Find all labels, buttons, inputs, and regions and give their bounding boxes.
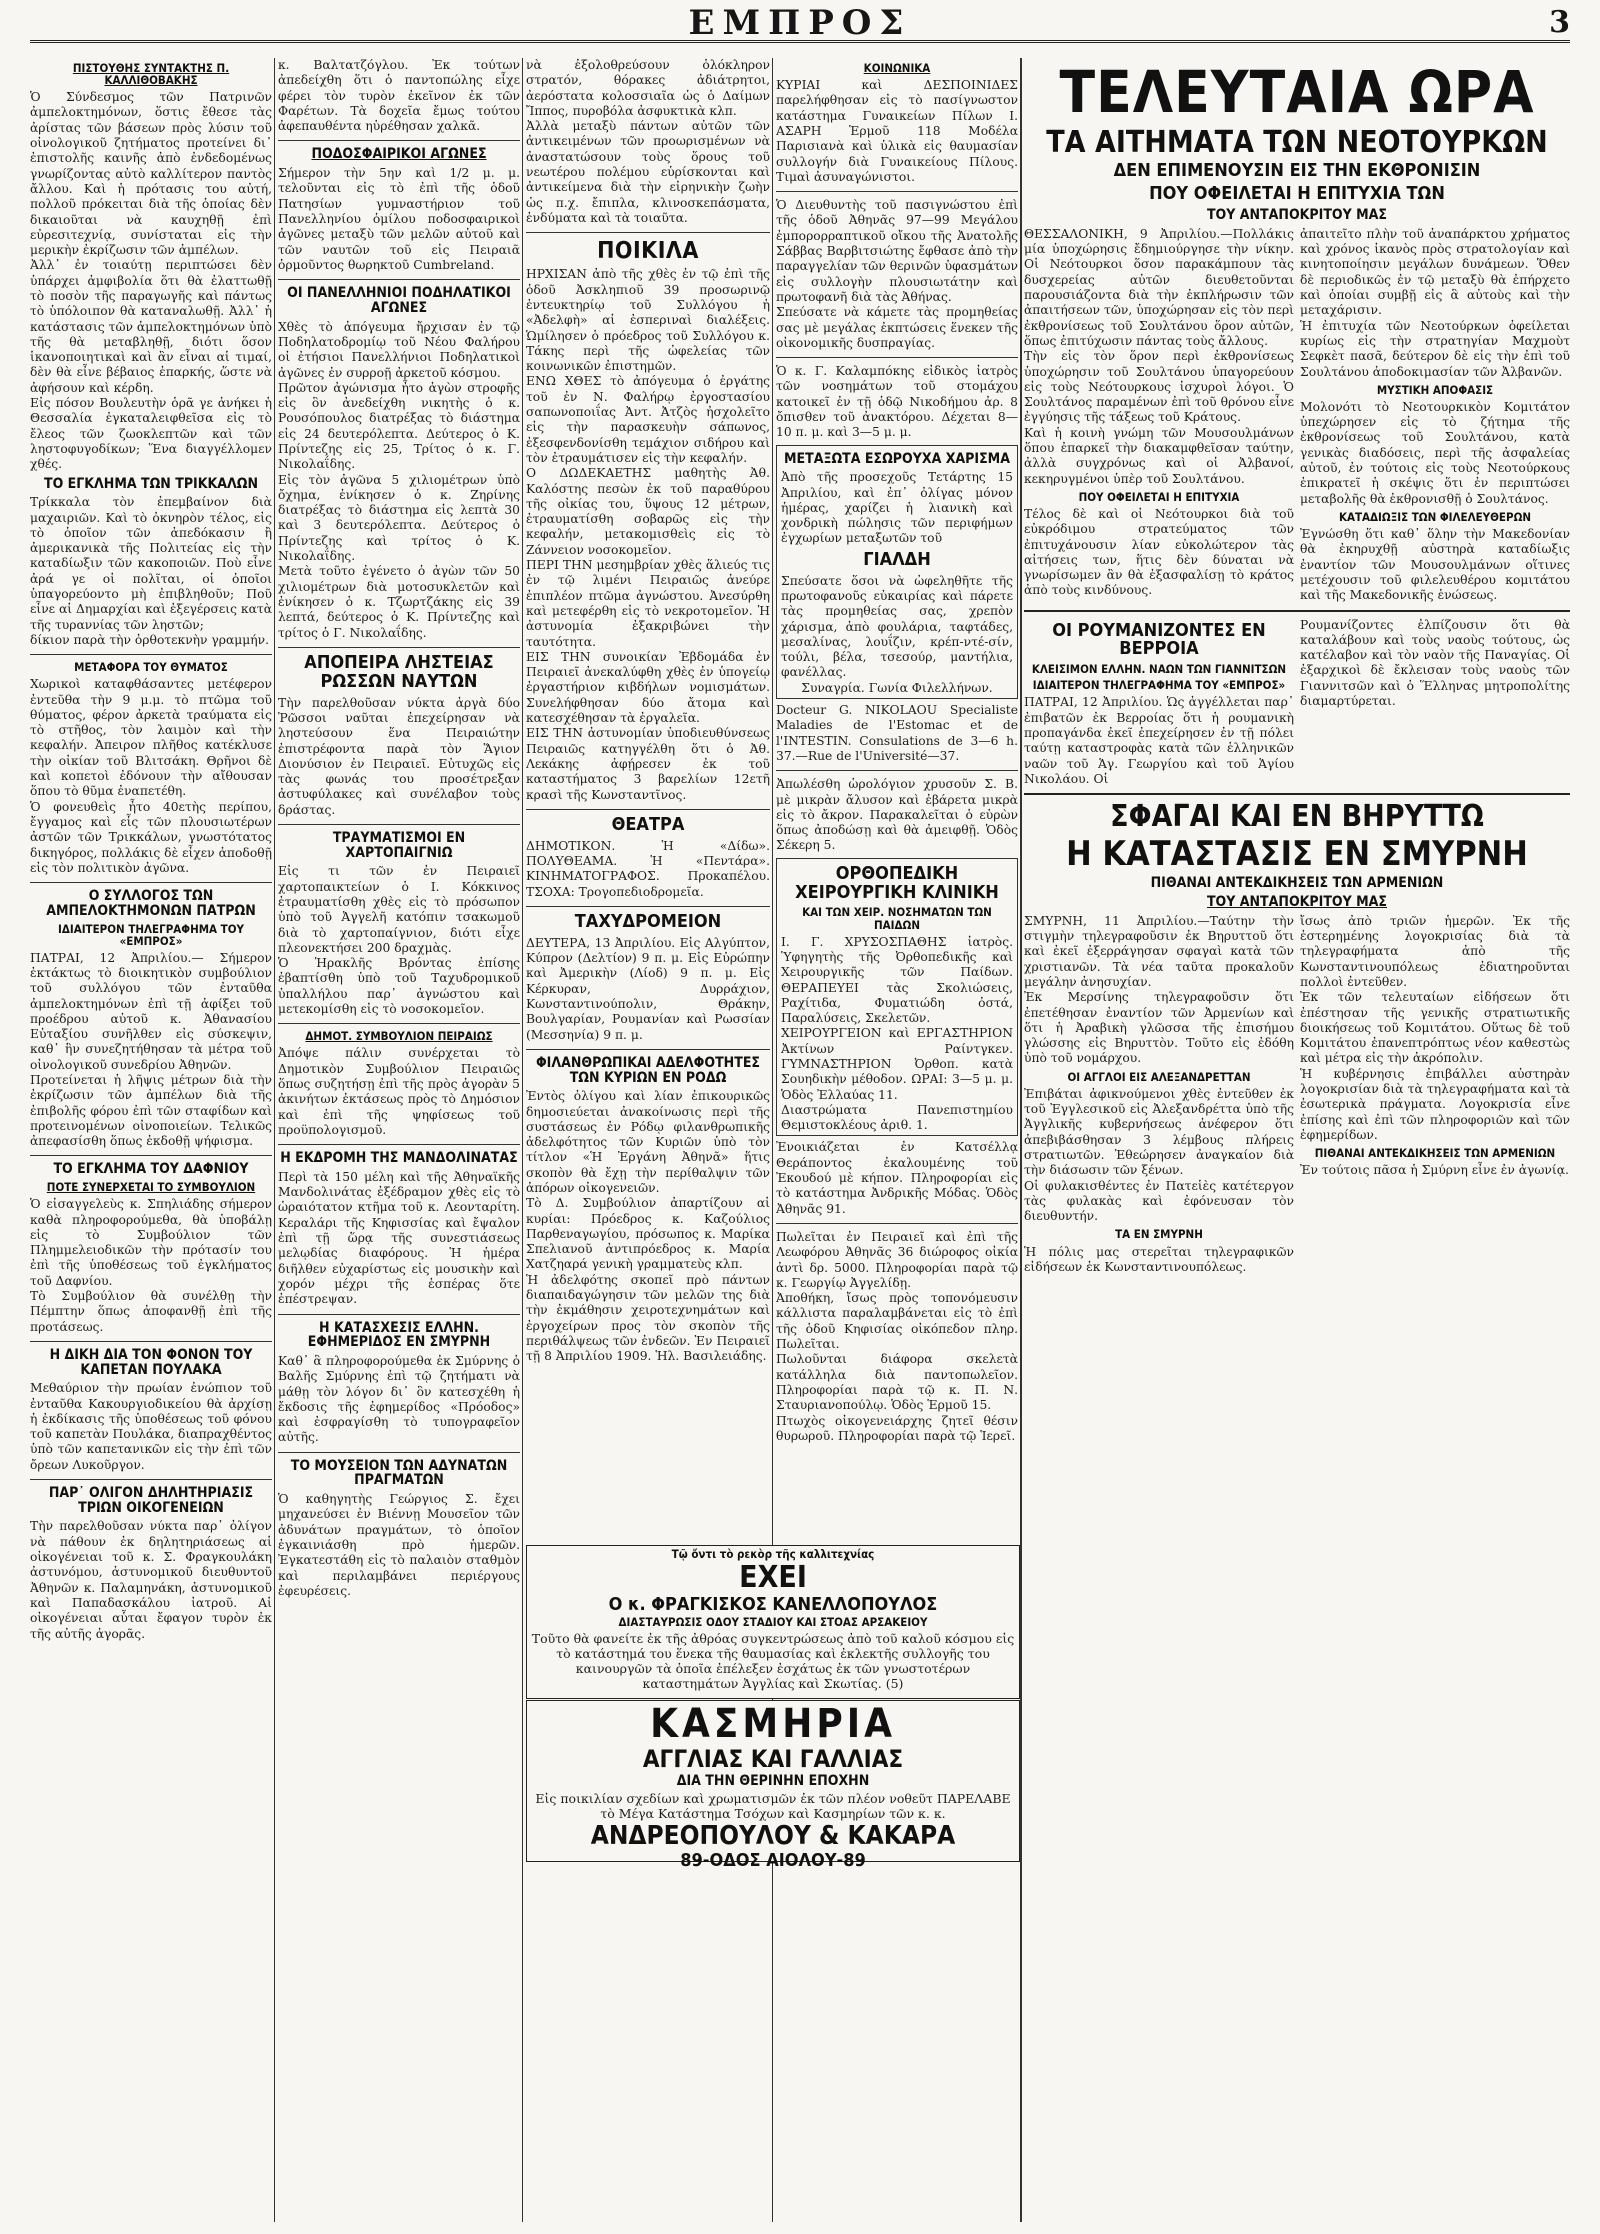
ad-paragraph: ΚΥΡΙΑΙ καὶ ΔΕΣΠΟΙΝΙΔΕΣ παρελήφθησαν εἰς τὸ πασίγνωστον κατάστημα Γυναικείων Πίλων Ι. ΑΣΑΡΗ Ἑρμοῦ 118 Μοδέλα Παρισιανὰ καὶ ὑλικὰ εἰς θαυμασίαν συλλογήν διὰ Γυναικείους Πίλους. Τιμαὶ ἀσυναγώνιστοι. [776, 78, 1018, 184]
article-paragraph: Ὁ Ἡρακλῆς Βρόντας ἐπίσης ἐβαπτίσθη ὑπὸ τοῦ Ταχυδρομικοῦ ὑπαλλήλου παρ᾽ ἀγνώστου καὶ μετεκομίσθη εἰς τὸ νοσοκομεῖον. [278, 956, 520, 1017]
article-paragraph: Ἐν τούτοις πᾶσα ἡ Σμύρνη εἶνε ἐν ἀγωνίᾳ. [1300, 1163, 1569, 1178]
article-paragraph: Μεθαύριον τὴν πρωίαν ἐνώπιον τοῦ ἐνταῦθα Κακουργιοδικείου θὰ ἀρχίσῃ ἡ ἐκδίκασις τῆς ὑποθέσεως τοῦ φόνου τοῦ καπετὰν Πουλάκα, διαπραχθέντος ὑπὸ τῶν καπετανικῶν εἰς τὴν ἐπὶ τῶν ὄρεων Λυκοῦργον. [30, 1381, 272, 1472]
article-paragraph: Ἀπόψε πάλιν συνέρχεται τὸ Δημοτικὸν Συμβούλιον Πειραιῶς ὅπως συζητήσῃ ἐπὶ τῆς πρὸς ἀγορὰν 5 ἀκινήτων ἐκτάσεως πρὸς τὸ Δημόσιον καὶ ἐπὶ τῆς ψηφίσεως τοῦ προϋπολογισμοῦ. [278, 1046, 520, 1137]
divider [278, 824, 520, 825]
article-subheading: ΠΙΘΑΝΑΙ ΑΝΤΕΚΔΙΚΗΣΕΙΣ ΤΩΝ ΑΡΜΕΝΙΩΝ [1314, 1146, 1556, 1161]
ad-paragraph: Ἐνοικιάζεται ἐν Κατσέλλᾳ Θεράποντος ἐκαλουμένης τοῦ Ἐκουδού μὲ κήπον. Πληροφορίαι εἰς τὸ κατάστημα Ἀνδρικῆς Μόδας. Ὁδὸς Ἀθηνᾶς 91. [776, 1140, 1018, 1216]
article-paragraph: Οἱ φυλακισθέντες ἐν Πατεἱὲς κατέτεργον τὰς φυλακὰς καὶ ἐφόνευσαν τὸν διευθυντήν. [1024, 1178, 1294, 1224]
article-paragraph: Ἀλλ᾽ ἐν τοιαύτῃ περιπτώσει δὲν ὑπάρχει ἀμφιβολία ὅτι θὰ ἐλαττωθῇ τὸ ποσὸν τῆς παραγωγῆς καὶ πάντως τὸ ὑπόλοιπον θὰ καταναλωθῇ. Ἀλλ᾽ ἡ κατάστασις τῶν ἀμπελοκτημόνων ὑπὸ τῆς θὰ μεταβληθῇ, διότι ὅσον ἱκανοποιητικαὶ καὶ ἂν εἶναι αἱ τιμαί, δὲν θὰ εἶνε βέβαιος ἐπαρκής, ὥστε νὰ ἀφήσουν καὶ κέρδη. [30, 258, 272, 395]
article-paragraph: Σήμερον τὴν 5ην καὶ 1/2 μ. μ. τελοῦνται εἰς τὸ ἐπὶ τῆς ὁδοῦ Πατησίων γυμναστήριον τοῦ Πανελληνίου ὁμίλου ποδοσφαιρικοὶ ἀγῶνες μεταξὺ τῶν μελῶν αὐτοῦ καὶ τῶν ναυτῶν τοῦ εἰς Πειραιᾶ ὁρμοῦντος θωρηκτοῦ Cumbreland. [278, 166, 520, 272]
article-byline: ΤΟΥ ΑΝΤΑΠΟΚΡΙΤΟΥ ΜΑΣ [1206, 207, 1388, 224]
two-column-block [1024, 618, 1570, 788]
article-paragraph: Τέλος δὲ καὶ οἱ Νεότουρκοι διὰ τοῦ εὐκρόδιμου στρατεύματος τῶν ἐπιτυχάνουσιν λίαν εὐκολώτερον τὰς αἰτήσεις των, ἥτις δὲν δύναται νὰ γνωρίσωμεν ἂν θὰ ἐξασφαλίσῃ τὸ κράτος ἀπὸ τοὺς κινδύνους. [1024, 506, 1294, 598]
ad-paragraph: Ὁ Διευθυντὴς τοῦ πασιγνώστου ἐπὶ τῆς ὁδοῦ Ἀθηνᾶς 97—99 Μεγάλου ἐμπορορραπτικοῦ οἴκου τῆς Ἀνατολῆς Σάββας Βαρβιτσιώτης ἔφθασε ἀπὸ τὴν παραγγελίαν τῶν θερινῶν ὑφασμάτων εἰς συλλογὴν πλουσιωτάτην καὶ πρωτοφανῆ διὰ τὰς Ἀθήνας. [776, 198, 1018, 304]
section-headline: ΘΕΑΤΡΑ [611, 813, 685, 835]
article-subheading: ΜΕΤΑΦΟΡΑ ΤΟΥ ΘΥΜΑΤΟΣ [74, 660, 228, 675]
article-headline: ΦΙΛΑΝΘΡΩΠΙΚΑΙ ΑΔΕΛΦΟΤΗΤΕΣ ΤΩΝ ΚΥΡΙΩΝ ΕΝ ΡΟΔΩ [535, 1054, 761, 1086]
article-paragraph: Τὴν παρελθοῦσαν νύκτα ἀργὰ δύο Ῥῶσσοι ναῦται ἐπεχείρησαν νὰ ληστεύσουν ἕνα Πειραιώτην ἐπιστρέφοντα παρὰ τὸν Ἅγιον Διονύσιον ἐν Πειραιεῖ. Εὐτυχῶς εἰς τὰς φωνάς του προσέτρεξαν ἀστυφύλακες καὶ συνέλαβον τοὺς δράστας. [278, 695, 520, 817]
ad-paragraph: Ἀποθήκη, ἴσως πρὸς τοπονόμευσιν κάλλιστα παραλαμβάνεται εἰς τὸ ἐπὶ τῆς ὁδοῦ Κηφισίας οἰκόπεδον πληρ. Πωλεῖται. [776, 1291, 1018, 1352]
ad-paragraph: Διαστρώματα Πανεπιστημίου Θεμιστοκλέους ἀριθ. 1. [781, 1102, 1013, 1133]
article-headline: ΤΟ ΕΓΚΛΗΜΑ ΤΟΥ ΔΑΦΝΙΟΥ [53, 1161, 249, 1178]
divider [30, 882, 272, 883]
article-banner: ΣΦΑΓΑΙ ΚΑΙ ΕΝ ΒΗΡΥΤΤΩ [1110, 799, 1484, 835]
article-paragraph: Ὁ φονευθεὶς ἦτο 40ετὴς περίπου, ἔγγαμος καὶ εἷς τῶν πλουσιωτέρων ἀστῶν τῶν Τρικκάλων, γνωστότατος δικηγόρος, πολλάκις δὲ εἶχεν ἀποδοθῇ εἰς τὸν πολιτικὸν ἀγῶνα. [30, 799, 272, 875]
article-subheading: ΚΛΕΙΣΙΜΟΝ ΕΛΛΗΝ. ΝΑΩΝ ΤΩΝ ΓΙΑΝΝΙΤΣΩΝ [1031, 662, 1287, 677]
article-paragraph: Προτείνεται ἡ λῆψις μέτρων διὰ τὴν ἐκρίζωσιν τῶν ἀμπέλων διὰ τῆς ἐπιβολῆς φόρου ἐπὶ τῶν σταφίδων καὶ προτεινομένων οἰνοποιείων. Τελικῶς ἀπεφασίσθη ὅπως ἐκδοθῇ ψήφισμα. [30, 1073, 272, 1149]
section-headline: ΠΟΙΚΙΛΑ [597, 238, 699, 265]
column-5 [1024, 58, 1570, 2222]
subcolumn-left [1024, 618, 1294, 788]
article-paragraph: Εἰς πόσον Βουλευτὴν ὁρᾶ γε ἀνήκει ἡ Θεσσαλία ἐγκαταλειφθεῖσα εἰς τὸ ἔλεος τῶν ζωοκλεπτῶν καὶ τῶν ληστοφυγοδίκων; Ἕνα διαγγέλλομεν χθές. [30, 396, 272, 472]
article-paragraph: ΕΝΩ ΧΘΕΣ τὸ ἀπόγευμα ὁ ἐργάτης τοῦ ἐν Ν. Φαλήρῳ ἐργοστασίου σαπωνοποιΐας Ἀντ. Ἀτζὸς ἠσχολεῖτο εἰς τὴν παρασκευὴν σάπωνος, ἐξεσφενδονίσθη τεμάχιον σιδήρου καὶ τὸν ἐτραυμάτισεν εἰς τὴν κεφαλήν. [526, 374, 770, 465]
ad-paragraph: Ἀπωλέσθη ὡρολόγιον χρυσοῦν Σ. Β. μὲ μικρὰν ἄλυσον καὶ ἐβάρετα μικρὰ εἰς τὸ ἄκρον. Παρακαλεῖται ὁ εὑρὼν ὅπως ἀποδώσῃ καὶ θὰ ἀμειφθῇ. Ὁδὸς Σέκερη 5. [776, 777, 1018, 853]
divider [30, 1479, 272, 1480]
column-rule [274, 58, 275, 2222]
article-subheadline: ΠΟΥ ΟΦΕΙΛΕΤΑΙ Η ΕΠΙΤΥΧΙΑ ΤΩΝ [1149, 183, 1445, 205]
article-headline: ΠΟΔΟΣΦΑΙΡΙΚΟΙ ΑΓΩΝΕΣ [311, 146, 487, 163]
subcolumn-left [1024, 227, 1294, 604]
article-subheading: ΠΟΥ ΟΦΕΙΛΕΤΑΙ Η ΕΠΙΤΥΧΙΑ [1078, 489, 1240, 504]
divider [776, 1223, 1018, 1224]
article-paragraph: Ἐγνώσθη ὅτι καθ᾽ ὅλην τὴν Μακεδονίαν θὰ ἐκηρυχθῇ αὐστηρὰ καταδίωξις ἐναντίον τῶν Μουσουλμάνων οἵτινες μετέχουσιν τοῦ φιλελευθέρου κομιτάτου καὶ τῆς Μακεδονικῆς ἑνώσεως. [1300, 527, 1570, 603]
subcolumn-left [1024, 914, 1294, 1275]
column-3 [526, 58, 770, 1534]
column-rule [772, 58, 773, 2222]
article-paragraph: Μετὰ τοῦτο ἐγένετο ὁ ἀγὼν τῶν 50 χιλιομέτρων διὰ μοτοσυκλετῶν καὶ ἐνίκησεν ὁ κ. Τζωρτζάκης εἰς 39 λεπτά, δεύτερος ὁ Κ. Πρίντεζης καὶ τρίτος ὁ Γ. Νικολαΐδης. [278, 564, 520, 640]
article-paragraph: ΕΙΣ ΤΗΝ συνοικίαν Ἐβδομάδα ἐν Πειραιεῖ ἀνεκαλύφθη χθὲς ἐν ὑπογείῳ ἐργαστήριον κιβδήλων νομισμάτων. Συνελήφθησαν δύο ἄτομα καὶ κατεσχέθησαν τὰ ἐργαλεῖα. [526, 649, 770, 726]
ad-headline: ΕΧΕΙ [739, 1560, 807, 1596]
divider [278, 279, 520, 280]
column-rule [522, 58, 523, 2222]
article-subheading: ΙΔΙΑΙΤΕΡΟΝ ΤΗΛΕΓΡΑΦΗΜΑ ΤΟΥ «ΕΜΠΡΟΣ» [1032, 678, 1286, 693]
article-paragraph: Ἡ κυβέρνησις ἐπιβάλλει αὐστηρὰν λογοκρισίαν διὰ τὰ τηλεγραφήματα καὶ τὰ ἐσωτερικὰ πράγματα. Λογοκρισία εἶνε ἐπίσης καὶ ἐπὶ τῶν πληροφοριῶν καὶ τῶν ἐφημερίδων. [1300, 1066, 1570, 1142]
ad-headline: ΓΙΑΛΔΗ [863, 548, 931, 570]
article-subheading: ΠΟΤΕ ΣΥΝΕΡΧΕΤΑΙ ΤΟ ΣΥΜΒΟΥΛΙΟΝ [46, 1180, 256, 1195]
divider [776, 191, 1018, 192]
ad-paragraph: Εἰς ποικιλίαν σχεδίων καὶ χρωματισμῶν ἐκ τῶν πλέον νοθεῦτ ΠΑΡΕΛΑΒΕ τὸ Μέγα Κατάστημα Τσόχων καὶ Κασμηρίων τῶν κ. κ. [535, 1790, 1011, 1821]
ad-paragraph: Τοῦτο θὰ φανείτε ἐκ τῆς ἀθρόας συγκεντρώσεως ἀπὸ τοῦ καλοῦ κόσμου εἰς τὸ κατάστημά του ἕνεκα τῆς θαυμασίας καὶ ἐκλεκτῆς συλλογῆς του καινουργῶν τὰ ὁποῖα ἐπέλεξεν ἐσχάτως ἐκ τῶν γνωστοτέρων καταστημάτων Ἀγγλίας καὶ Σκωτίας. (5) [531, 1630, 1015, 1691]
article-headline: ΑΠΟΠΕΙΡΑ ΛΗΣΤΕΙΑΣ ΡΩΣΣΩΝ ΝΑΥΤΩΝ [304, 651, 494, 692]
divider [526, 906, 770, 907]
article-paragraph: Ἐκ Μερσίνης τηλεγραφοῦσιν ὅτι ἐπετέθησαν ἐναντίον τῶν Ἀρμενίων καὶ ὅτι ἡ Ἀραβικὴ γλῶσσα τῆς ἐπισήμου γλώσσης εἰς Βηρυττὸν. Τοῦτο εἰς ἐδόθη ὑπὸ τοῦ νομάρχου. [1024, 990, 1294, 1066]
article-paragraph: Ἀλλὰ μεταξὺ πάντων αὐτῶν τῶν ἀντικειμένων τῶν προωρισμένων νὰ ἀναστατώσουν τοὺς ὅρους τοῦ νεωτέρου πολέμου εὑρίσκονται καὶ ἀντικείμενα διὰ τὴν εἰρηνικὴν ζωὴν ὡς π.χ. ἔπιπλα, κλινοσκεπάσματα, ἐνδύματα καὶ τὰ τοιαῦτα. [526, 119, 770, 225]
divider [776, 770, 1018, 771]
ad-paragraph: Πτωχὸς οἰκογενειάρχης ζητεῖ θέσιν θυρωροῦ. Πληροφορίαι παρὰ τῷ Ἱερεῖ. [776, 1413, 1018, 1443]
article-subheading: ΟΙ ΑΓΓΛΟΙ ΕΙΣ ΑΛΕΞΑΝΔΡΕΤΤΑΝ [1067, 1069, 1251, 1084]
article-paragraph: Ρουμανίζοντες ἐλπίζουσιν ὅτι θὰ καταλάβουν καὶ τοὺς ναοὺς τούτους, ὡς κατέλαβον καὶ τὸν ναὸν τῆς Παναγίας. Οἱ ἐξαρχικοὶ δὲ ἔκλεισαν τοὺς ναοὺς τῶν Γιαννιτσῶν καὶ ὁ Ἕλληνας μητροπολίτης διαμαρτύρεται. [1300, 617, 1570, 708]
ad-name: Ο κ. ΦΡΑΓΚΙΣΚΟΣ ΚΑΝΕΛΛΟΠΟΥΛΟΣ [608, 1593, 938, 1615]
two-column-block [1024, 227, 1570, 604]
article-headline: ΤΡΑΥΜΑΤΙΣΜΟΙ ΕΝ ΧΑΡΤΟΠΑΙΓΝΙΩ [332, 830, 466, 861]
article-paragraph: Ὁ καθηγητὴς Γεώργιος Σ. ἔχει μηχανεύσει ἐν Βιέννῃ Μουσεῖον τῶν ἀδυνάτων πραγμάτων, τὸ ὁποῖον ἐγκαινιάσθη πρὸ ἡμερῶν. Ἐγκατεστάθη εἰς τὸ παλαιὸν σταθμὸν καὶ περιλαμβάνει περιέργους ἐφευρέσεις. [278, 1492, 520, 1598]
article-paragraph: Ἡ πόλις μας στερεῖται τηλεγραφικῶν εἰδήσεων ἐκ Κωνσταντινουπόλεως. [1024, 1244, 1294, 1274]
divider [278, 647, 520, 648]
article-paragraph: ΕΙΣ ΤΗΝ ἀστυνομίαν ὑποδιευθύνσεως Πειραιῶς κατηγγέλθη ὅτι ὁ Ἀθ. Λεκάκης ἀφῄρεσεν ἐκ τοῦ καταστήματος 3 βαρελίων 12ετῆ κρασὶ τῆς Κωνσταντῖνος. [526, 726, 770, 802]
ad-headline: ΜΕΤΑΞΩΤΑ ΕΣΩΡΟΥΧΑ ΧΑΡΙΣΜΑ [784, 450, 1010, 467]
ad-names: ΑΝΔΡΕΟΠΟΥΛΟΥ & ΚΑΚΑΡΑ [590, 1820, 956, 1851]
article-byline: ΤΟΥ ΑΝΤΑΠΟΚΡΙΤΟΥ ΜΑΣ [1206, 894, 1388, 911]
article-headline: ΤΑ ΑΙΤΗΜΑΤΑ ΤΩΝ ΝΕΟΤΟΥΡΚΩΝ [1046, 124, 1548, 160]
ad-tagline: Τῷ ὄντι τὸ ρεκὸρ τῆς καλλιτεχνίας [671, 1547, 875, 1561]
divider [278, 1144, 520, 1145]
article-headline: Η ΕΚΔΡΟΜΗ ΤΗΣ ΜΑΝΔΟΛΙΝΑΤΑΣ [280, 1150, 518, 1167]
ad-subheadline: ΑΓΓΛΙΑΣ ΚΑΙ ΓΑΛΛΙΑΣ [642, 1745, 904, 1773]
article-subheading: ΙΔΙΑΙΤΕΡΟΝ ΤΗΛΕΓΡΑΦΗΜΑ ΤΟΥ «ΕΜΠΡΟΣ» [58, 921, 244, 948]
section-heading: ΠΙΣΤΟΥΘΗΣ ΣΥΝΤΑΚΤΗΣ Π. ΚΑΛΛΙΘΟΒΑΚΗΣ [72, 61, 230, 88]
ad-paragraph: Πωλεῖται ἐν Πειραιεῖ καὶ ἐπὶ τῆς Λεωφόρου Ἀθηνᾶς 36 διώροφος οἰκία ἀντὶ δρ. 5000. Πληροφορίαι παρὰ τῷ κ. Γεωργίῳ Ἀγγελίδῃ. [776, 1229, 1018, 1290]
article-paragraph: Ἡ ἐπιτυχία τῶν Νεοτούρκων ὀφείλεται κυρίως εἰς τὴν στρατηγίαν Μαχμοὺτ Σεφκὲτ πασᾶ, δεύτερον δὲ εἰς τὴν ἐπὶ τοῦ Σουλτάνου ἀποδοκιμασίαν τῶν Ἀλβανῶν. [1300, 318, 1570, 379]
subcolumn-right [1300, 914, 1570, 1275]
ad-paragraph: Docteur G. NIKOLAOU Specialiste Maladies de l'Estomac et de l'INTESTIN. Consulations de 3—6 h. 37.—Rue de l'Université—37. [776, 703, 1018, 763]
divider [526, 232, 770, 233]
article-paragraph: Περὶ τὰ 150 μέλη καὶ τῆς Ἀθηναϊκῆς Μανδολινάτας ἐξέδραμον χθὲς εἰς τὸ ὡραιότατον κτῆμα τοῦ κ. Λεονταρίτη. Κεραλάρι τῆς Κηφισσίας καὶ ἔψαλον ἐπὶ τῇ ὥρᾳ τῆς συνεστιάσεως μελῳδίας διαφόρους. Ἡ ἡμέρα διῆλθεν εὐχαρίστως εἰς μουσικὴν καὶ χορόν μέχρι τῆς ἑσπέρας ὅτε ἐπέστρεψαν. [278, 1169, 520, 1307]
article-paragraph: ΠΑΤΡΑΙ, 12 Ἀπριλίου. Ὡς ἀγγέλλεται παρ᾽ ἐπιβατῶν ἐκ Βερροίας ὅτι ἡ ρουμανικὴ προπαγάνδα ἐκεῖ ἐπεχείρησεν ἐν τῇ πόλει ταύτῃ καταστροφὰς κατὰ τῶν ἑλληνικῶν ναῶν τοῦ Ἁγ. Γεωργίου καὶ τοῦ Ἁγίου Νικολάου. Οἱ [1024, 695, 1294, 786]
subcolumn-right [1300, 618, 1570, 788]
article-paragraph: Πρῶτον ἀγώνισμα ἦτο ἀγὼν στροφῆς εἰς ὃν ἀνεδείχθη νικητὴς ὁ κ. Ρουσόπουλος διατρέξας τὸ διάστημα εἰς 24 δευτερόλεπτα. Δεύτερος ὁ Κ. Πρίντεζης εἰς 25, Τρίτος ὁ κ. Γ. Νικολαΐδης. [278, 380, 520, 472]
divider [30, 654, 272, 655]
section-heading: ΚΟΙΝΩΝΙΚΑ [863, 61, 931, 75]
divider [278, 1314, 520, 1315]
two-column-block [1024, 914, 1570, 1275]
article-headline: ΤΟ ΜΟΥΣΕΙΟΝ ΤΩΝ ΑΔΥΝΑΤΩΝ ΠΡΑΓΜΑΤΩΝ [290, 1457, 508, 1489]
clinic-ad-box [776, 858, 1018, 1137]
article-paragraph: Τὸ Δ. Συμβούλιον ἀπαρτίζουν αἱ κυρίαι: Πρόεδρος κ. Καζούλιος Παρθεναγωγίου, πρόσωπος κ. Μαρίκα Σπελιανοῦ ἀντιπρόεδρος κ. Μαρία Χατζηαρά γενικὴ γραμματεὺς κλπ. [526, 1196, 770, 1272]
column-2 [278, 58, 520, 2222]
article-paragraph: ΔΕΥΤΕΡΑ, 13 Ἀπριλίου. Εἰς Αλγύπτον, Κύπρον (Δελτίον) 9 π. μ. Εἰς Εὐρώπην καὶ Ἀμερικὴν (Λίοδ) 9 π. μ. Εἰς Κέρκυραν, Δυρράχιον, Κωνσταντινούπολιν, Θράκην, Βουλγαρίαν, Ρουμανίαν καὶ Ρωσσίαν (Μεσσηνία) 9 π. μ. [526, 935, 770, 1042]
article-paragraph: νὰ ἐξολοθρεύσουν ὁλόκληρον στρατόν, θόρακες ἀδιάτρητοι, ἀερόστατα κολοσσιαῖα ὡς ὁ Δαίμων Ἴππος, πυροβόλα ἀσφυκτικὰ κλπ. [526, 58, 770, 118]
article-paragraph: Ἐπιβάται ἀφικνούμενοι χθὲς ἐντεῦθεν ἐκ τοῦ Ἐγγλεσικοῦ εἰς Ἀλεξανδρέττα ὑπὸ τῆς Ἀγγλικῆς κυβερνήσεως ἀνέφερον ὅτι ἀπεβιβάσθησαν 3 λέμβους πλήρεις στρατιωτῶν. Ἐθεώρησεν ἀναγκαίον διὰ τὴν διάσωσιν τῶν ξένων. [1024, 1086, 1294, 1178]
article-headline: ΤΟ ΕΓΚΛΗΜΑ ΤΩΝ ΤΡΙΚΚΑΛΩΝ [43, 475, 259, 492]
ad-address: ΔΙΑΣΤΑΥΡΩΣΙΣ ΟΔΟΥ ΣΤΑΔΙΟΥ ΚΑΙ ΣΤΟΑΣ ΑΡΣΑΚΕΙΟΥ [618, 1615, 928, 1630]
article-subheadline: ΔΕΝ ΕΠΙΜΕΝΟΥΣΙΝ ΕΙΣ ΤΗΝ ΕΚΘΡΟΝΙΣΙΝ [1113, 160, 1481, 182]
ad-headline: ΚΑΣΜΗΡΙΑ [650, 1701, 896, 1747]
article-headline: ΟΙ ΠΑΝΕΛΛΗΝΙΟΙ ΠΟΔΗΛΑΤΙΚΟΙ ΑΓΩΝΕΣ [287, 285, 511, 316]
section-headline: ΤΑΧΥΔΡΟΜΕΙΟΝ [574, 910, 722, 932]
silk-ad-box [776, 445, 1018, 699]
divider [526, 1049, 770, 1050]
page-number: 3 [1549, 5, 1570, 40]
ad-paragraph: ΧΕΙΡΟΥΡΓΕΙΟΝ καὶ ΕΡΓΑΣΤΗΡΙΟΝ Ἀκτίνων Ραίντγκεν. ΓΥΜΝΑΣΤΗΡΙΟΝ Ὀρθοπ. κατὰ Σουηδικὴν μέθοδον. ΩΡΑΙ: 3—5 μ. μ. Ὁδὸς Ἐλλαύας 11. [781, 1026, 1013, 1102]
cashmere-advertisement [526, 1700, 1020, 1872]
divider [776, 357, 1018, 358]
divider [278, 1023, 520, 1024]
divider [278, 1452, 520, 1453]
divider [30, 1341, 272, 1342]
article-paragraph: Εἰς τὸν ἀγῶνα 5 χιλιομέτρων ὑπὸ ὄχημα, ἐνίκησεν ὁ κ. Ζηρίνης διατρέξας τὸ διάστημα εἰς λεπτὰ 30 καὶ 3 δευτερόλεπτα. Δεύτερος ὁ Πρίντεζης καὶ τρίτος ὁ Κ. Νικολαΐδης. [278, 472, 520, 564]
divider [278, 140, 520, 141]
ad-subheading: ΚΑΙ ΤΩΝ ΧΕΙΡ. ΝΟΣΗΜΑΤΩΝ ΤΩΝ ΠΑΙΔΩΝ [802, 905, 992, 932]
article-paragraph: ἴσως ἀπὸ τριῶν ἡμερῶν. Ἐκ τῆς ἐστερημένης λογοκρισίας διὰ τὰ τηλεγραφήματα ἀπὸ τῆς Κωνσταντινουπόλεως ἐδιατηροῦνται πολλοὶ ἐντεῦθεν. [1300, 913, 1570, 989]
ad-headline: ΟΡΘΟΠΕΔΙΚΗ ΧΕΙΡΟΥΡΓΙΚΗ ΚΛΙΝΙΚΗ [795, 862, 999, 903]
divider [30, 1155, 272, 1156]
article-subheadline: ΠΙΘΑΝΑΙ ΑΝΤΕΚΔΙΚΗΣΕΙΣ ΤΩΝ ΑΡΜΕΝΙΩΝ [1150, 875, 1444, 892]
column-rule [1020, 58, 1022, 2222]
article-paragraph: Χωρικοὶ καταφθάσαντες μετέφερον ἐντεῦθα τὴν 9 μ.μ. τὸ πτῶμα τοῦ θύματος, φέρον ἀρκετὰ τραύματα εἰς τὸ στῆθος, τὸν λαιμὸν καὶ τὴν κεφαλήν. Ἀπειρον πλῆθος κατέκλυσε τὴν οἰκίαν τοῦ Βλιτσάκη. Θρῆνοι δὲ καὶ κοπετοὶ ἐδόνουν τὴν αἴθουσαν ὅπου τὸ θῦμα ἐναπετέθη. [30, 677, 272, 799]
ad-paragraph: Ὁ κ. Γ. Καλαμπόκης εἰδικὸς ἰατρὸς τῶν νοσημάτων τοῦ στομάχου κατοικεῖ ἐν τῇ ὁδῷ Νικοδήμου ἀρ. 8 ὄπισθεν τοῦ ἀνακτόρου. Δέχεται 8—10 π. μ. καὶ 3—5 μ. μ. [776, 364, 1018, 440]
article-paragraph: ΗΡΧΙΣΑΝ ἀπὸ τῆς χθὲς ἐν τῷ ἐπὶ τῆς ὁδοῦ Ἀσκληπιοῦ 39 προσωρινῷ ἐντευκτηρίῳ τοῦ Συλλόγου ἡ «Ἀδελφὴ» αἱ ἐσπεριναὶ διαλέξεις. Ὡμίλησεν ὁ πρόεδρος τοῦ Συλλόγου κ. Τάκης περὶ τῆς ὠφελείας τῶν κοινωνικῶν ἐπιστημῶν. [526, 267, 770, 374]
article-paragraph: ΘΕΣΣΑΛΟΝΙΚΗ, 9 Ἀπριλίου.—Πολλάκις μία ὑποχώρησις ἔδημιούργησε τὴν νίκην. Οἱ Νεότουρκοι ὅσον παρακάμπουν τὰς δυσχερείας αὐτῶν διευθετοῦνται παρουσιάζοντα διὰ τὴν ἐκπλήρωσιν τῶν ἀπαιτήσεων τῶν, ὑποχώρησαν εἰς τὸν περὶ ἐκθρονίσεως τοῦ Σουλτάνου ὅρον αὐτῶν, ὅπως ἐπιτύχωσιν πάντας τοὺς ἄλλους. [1024, 226, 1294, 348]
article-paragraph: Ὁ Σύνδεσμος τῶν Πατρινῶν ἀμπελοκτημόνων, ὅστις ἔθεσε τὰς ἀρίστας τῶν βάσεων πρὸς λύσιν τοῦ οἰνολογικοῦ ζητήματος προτείνει δι᾽ ἐπιστολῆς καινῆς ἀπὸ ἐνδεδομένως γνωρίζοντας αὐτὸ καλλίτερον παντὸς ἄλλου. Καὶ ἡ πρότασις του αὐτή, πολλοῦ πρόκειται διὰ τῆς ὁποίας δὲν δικαιοῦται νὰ καυχηθῇ ἐπὶ εὐρεσιτεχνίᾳ, συνίσταται εἰς τὴν μερικὴν ἐκρίζωσιν τῶν ἀμπέλων. [30, 90, 272, 258]
column-4 [776, 58, 1018, 1534]
article-subheading: ΤΑ ΕΝ ΣΜΥΡΝΗ [1115, 1227, 1203, 1242]
article-paragraph: ΠΑΤΡΑΙ, 12 Ἀπριλίου.— Σήμερον ἐκτάκτως τὸ διοικητικὸν συμβούλιον τοῦ συλλόγου τῶν ἐνταῦθα ἀμπελοκτημόνων ἐπὶ τῇ ἀφίξει τοῦ προέδρου αὐτοῦ κ. Ἀθανασίου Εὐταξίου συνῆλθεν εἰς σύσκεψιν, καθ᾽ ἣν συνεζητήθησαν τὰ μέτρα τοῦ οἰνολογικοῦ συνεδρίου Ἀθηνῶν. [30, 950, 272, 1072]
article-headline: Ο ΣΥΛΛΟΓΟΣ ΤΩΝ ΑΜΠΕΛΟΚΤΗΜΟΝΩΝ ΠΑΤΡΩΝ [46, 888, 256, 919]
article-paragraph: ΠΕΡΙ ΤΗΝ μεσημβρίαν χθὲς ἅλιεύς τις ἐν τῷ λιμένι Πειραιῶς ἀνεύρε ἐπιπλέον πτῶμα ἀγνώστου. Ἀνεσύρθη καὶ μετεφέρθη εἰς τὸ νεκροτομεῖον. Ἡ ἀστυνομία ἐξακριβώνει τὴν ταυτότητα. [526, 558, 770, 649]
article-headline: ΟΙ ΡΟΥΜΑΝΙΖΟΝΤΕΣ ΕΝ ΒΕΡΡΟΙΑ [1052, 619, 1266, 660]
article-paragraph: Τὴν εἰς τὸν ὅρον περὶ ἐκθρονίσεως ὑποχώρησιν τοῦ Σουλτάνου ὑπαγορεύουν εἰς τοὺς Νεότουρκους ἰσχυροὶ λόγοι. Ὁ Σουλτάνος παραμένων ἐπὶ τοῦ θρόνου εἶνε ἐγγύησις τῆς τάξεως τοῦ Κράτους. [1024, 349, 1294, 425]
article-paragraph: Χθὲς τὸ ἀπόγευμα ἤρχισαν ἐν τῷ Ποδηλατοδρομίῳ τοῦ Νέου Φαλήρου οἱ ἐτήσιοι Πανελλήνιοι Ποδηλατικοὶ ἀγῶνες ἐν συρροῇ ἀρκετοῦ κόσμου. [278, 319, 520, 380]
article-headline: Η ΚΑΤΑΣΧΕΣΙΣ ΕΛΛΗΝ. ΕΦΗΜΕΡΙΔΟΣ ΕΝ ΣΜΥΡΝΗ [307, 1319, 491, 1351]
article-subheading: ΚΑΤΑΔΙΩΞΙΣ ΤΩΝ ΦΙΛΕΛΕΥΘΕΡΩΝ [1338, 509, 1532, 524]
article-paragraph: Ἡ ἀδελφότης σκοπεῖ πρὸ πάντων διαπαιδαγώγησιν τῶν μελῶν της διὰ τὴν ἐκμάθησιν χειροτεχνημάτων καὶ ἐργοχείρων προς τὸν σκοπὸν τῆς περιθάλψεως τῶν ἐνδεῶν. Ἐν Πειραιεῖ τῇ 8 Ἀπριλίου 1909. Ἡλ. Βασιλειάδης. [526, 1272, 770, 1364]
tailor-advertisement [526, 1545, 1020, 1699]
article-paragraph: Ο ΔΩΔΕΚΑΕΤΗΣ μαθητὴς Ἀθ. Καλόστης πεσὼν ἐκ τοῦ παραθύρου τῆς οἰκίας του, ὕψους 12 μέτρων, ἐτραυματίσθη σοβαρῶς εἰς τὴν κεφαλήν, μετακομισθεὶς εἰς τὸ Ζάννειον νοσοκομεῖον. [526, 466, 770, 557]
article-paragraph: ΔΗΜΟΤΙΚΟΝ. Ἡ «Δίδω». ΠΟΛΥΘΕΑΜΑ. Ἡ «Πεντάρα». ΚΙΝΗΜΑΤΟΓΡΑΦΟΣ. Προκαπέλου. ΤΣΟΧΑ: Τρογοπεδιοδρομεῖα. [526, 838, 770, 899]
article-paragraph: Τρίκκαλα τὸν ἐπεμβαίνον διὰ μαχαιριῶν. Καὶ τὸ ὀκνηρὸν τέλος, εἰς τὸ ὁποῖον τῶν ἀπεδόκασιν ἢ ἀμερικανικὰ τῆς Πολιτείας εἰς τὴν καταδίωξιν τῶν κακοποιῶν. Ποὺ εἶνε ἀρά γε οἱ πολῖται, οἱ ὁποῖοι ὑπαγορεύοντο μὴ ἐπιβληθοῦν; Ποῦ εἶνε αἱ Δημαρχίαι καὶ ἐξεγέρσεις κατὰ τῆς τυραννίας τῶν ληστῶν; [30, 495, 272, 632]
ad-paragraph: Σπεύσατε νὰ κάμετε τὰς προμηθείας σας μὲ μεγάλας ἐκπτώσεις ἕνεκεν τῆς οἰκονομικῆς δυσπραγίας. [776, 305, 1018, 350]
divider [1024, 610, 1570, 612]
newspaper-title: ΕΜΠΡΟΣ [688, 3, 912, 43]
article-paragraph: Μολονότι τὸ Νεοτουρκικὸν Κομιτάτον ὑπεχώρησεν εἰς τὸ ζήτημα τῆς ἐκθρονίσεως τοῦ Σουλτάνου, κατὰ γενικὰς διαδόσεις, περὶ τῆς ἀσφαλείας αὐτοῦ, ἐν τούτοις εἰς τοὺς Νεοτούρκους ἐπικρατεῖ ἡ σκέψις ὅτι ἐν περιπτώσει μεταβολῆς θὰ ἐκθρονισθῇ ὁ Σουλτάνος. [1300, 399, 1570, 506]
last-hour-banner: ΤΕΛΕΥΤΑΙΑ ΩΡΑ [1059, 58, 1535, 126]
article-paragraph: ΣΜΥΡΝΗ, 11 Ἀπριλίου.—Ταύτην τὴν στιγμὴν τηλεγραφοῦσιν ἐκ Βηρυττοῦ ὅτι καὶ ἐκεῖ ἐξερράγησαν σφαγαὶ κατὰ τῶν χριστιανῶν. Τὰ νέα ταῦτα προκαλοῦν μεγάλην ἀνησυχίαν. [1024, 913, 1294, 989]
divider [526, 809, 770, 810]
article-paragraph: δίκιον παρὰ τὴν ὀρθοτεκνὴν γραμμήν. [30, 632, 270, 647]
article-paragraph: Εἰς τι τῶν ἐν Πειραιεῖ χαρτοπαικτείων ὁ Ι. Κόκκινος ἐτραυματίσθη χθὲς εἰς τὸ πρόσωπον ὑπὸ τοῦ Ἀγγελῆ κατόπιν τσακωμοῦ διὰ τὸ χαρτοπαίγνιον, διότι εἶχε πλεονεκτήσει 200 δραχμὰς. [278, 864, 520, 955]
article-paragraph: Ἐντὸς ὀλίγου καὶ λίαν ἐπικουρικῶς δημοσιεύεται ἀνακοίνωσις περὶ τῆς συστάσεως ἐν Ρόδῳ φιλανθρωπικῆς ἀδελφότητος τῶν Κυριῶν ὑπὸ τὸν τίτλον «Ἡ Ἐργάνη Ἀθηνᾶ» ἥτις σκοπὸν θὰ ἔχῃ τὴν περίθαλψιν τῶν ἀπόρων οἰκογενειῶν. [526, 1089, 770, 1195]
article-paragraph: κ. Βαλτατζόγλου. Ἐκ τούτων ἀπεδείχθη ὅτι ὁ παντοπώλης εἶχε φέρει τὸν τυρὸν ἐκεῖνον ἐκ τῶν Φαρέτων. Τὰ δοχεῖα ἔμως τούτου ἀφεπαυθέντα ηὑρέθησαν χαλκᾶ. [278, 58, 520, 134]
article-paragraph: ἀπαιτεῖτο πλὴν τοῦ ἀναπάρκτου χρήματος καὶ χρόνος ἱκανὸς πρὸς στρατολογίαν καὶ κινητοποίησιν μεγάλων δυνάμεων. Ὅθεν δὲ περιοδικῶς ἐν τῷ μεταξὺ θὰ ἐπήρχετο καὶ ὁποίαι συμβῇ εἰς ἃ αὐτοὺς καὶ τὴν μεταχάρισιν. [1300, 226, 1570, 318]
article-paragraph: Ὁ εἰσαγγελεὺς κ. Σπηλιάδης σήμερον καθὰ πληροφορούμεθα, θὰ ὑποβάλῃ εἰς τὸ Συμβούλιον τῶν Πλημμελειοδικῶν τὴν πρότασίν του ἐπὶ τῆς ὑποθέσεως τοῦ ἐγκλήματος τοῦ Δαφνίου. [30, 1197, 272, 1288]
subcolumn-right [1300, 227, 1570, 604]
column-1 [30, 58, 272, 2222]
article-headline: ΠΑΡ᾽ ΟΛΙΓΟΝ ΔΗΛΗΤΗΡΙΑΣΙΣ ΤΡΙΩΝ ΟΙΚΟΓΕΝΕΙΩΝ [48, 1485, 254, 1516]
ad-paragraph: Συναγρία. Γωνία Φιλελλήνων. [801, 680, 993, 695]
ad-paragraph: Ἀπὸ τῆς προσεχοῦς Τετάρτης 15 Ἀπριλίου, καὶ ἐπ᾽ ὀλίγας μόνον ἡμέρας, χαρίζει ἡ λιανικὴ καὶ χονδρικὴ πώλησις τῶν περιφήμων ἐγχωρίων μεταξωτῶν τοῦ [781, 470, 1013, 546]
ad-paragraph: Σπεύσατε ὅσοι νὰ ὠφεληθῆτε τῆς πρωτοφανοῦς εὐκαιρίας καὶ πάρετε τὰς προμηθείας σας, χρεπὸν χάρισμα, ἀπὸ φουλάρια, ταφτάδες, μεσαλίνας, λουΐζιν, κρέπ-ντέ-σίν, τούλι, βέλα, τσεσούρ, μαντήλια, φανέλλας. [781, 573, 1013, 680]
ad-season: ΔΙΑ ΤΗΝ ΘΕΡΙΝΗΝ ΕΠΟΧΗΝ [676, 1773, 870, 1790]
article-headline: Η ΔΙΚΗ ΔΙΑ ΤΟΝ ΦΟΝΟΝ ΤΟΥ ΚΑΠΕΤΑΝ ΠΟΥΛΑΚΑ [49, 1346, 253, 1378]
article-subheading: ΜΥΣΤΙΚΗ ΑΠΟΦΑΣΙΣ [1376, 382, 1494, 397]
article-headline: Η ΚΑΤΑΣΤΑΣΙΣ ΕΝ ΣΜΥΡΝΗ [1066, 833, 1528, 874]
ad-paragraph: Πωλοῦνται διάφορα σκελετὰ κατάλληλα διὰ παντοπωλεῖον. Πληροφορίαι παρὰ τῷ κ. Π. Ν. Σταυριανοπούλῳ. Ὁδὸς Ἑρμοῦ 15. [776, 1352, 1018, 1413]
article-paragraph: Τὸ Συμβούλιον θὰ συνέλθῃ τὴν Πέμπτην ὅπως ἀποφανθῇ ἐπὶ τῆς προτάσεως. [30, 1289, 272, 1334]
ad-paragraph: Ι. Γ. ΧΡΥΣΟΣΠΑΘΗΣ ἰατρὸς. Ὑφηγητὴς τῆς Ὀρθοπεδικῆς καὶ Χειρουργικῆς τῶν Παίδων. ΘΕΡΑΠΕΥΕΙ τὰς Σκολιώσεις, Ραχίτιδα, Φυματιώδη ὀστά, Παραλύσεις, Σκελετῶν. [781, 934, 1013, 1026]
article-paragraph: Τὴν παρελθοῦσαν νύκτα παρ᾽ ὀλίγον νὰ πάθουν ἐκ δηλητηριάσεως αἱ οἰκογένειαι τοῦ κ. Σ. Φραγκουλάκη ἀστυνόμου, ἀστυνομικοῦ διευθυντοῦ Ἀθηνῶν κ. Παλαμηνάκη, ἀστυνομικοῦ καὶ Παπαδασκάλου ἰατροῦ. Αἱ οἰκογένειαι αὗται ἔφαγον τυρὸν ἐκ τῆς αὐτῆς ἀγορᾶς. [30, 1519, 272, 1641]
masthead [30, 3, 1570, 43]
article-headline: ΔΗΜΟΤ. ΣΥΜΒΟΥΛΙΟΝ ΠΕΙΡΑΙΩΣ [305, 1029, 493, 1044]
divider [1024, 793, 1570, 795]
article-paragraph: Καὶ ἡ κοινὴ γνώμη τῶν Μουσουλμάνων ὅπου ἐπαρκεῖ τὴν διακαμφθεῖσαν ταύτην, ἀλλὰ συγχρόνως καὶ οἱ Ἀλβανοί, κεκηρυγμένοι ὑπὲρ τοῦ Σουλτάνου. [1024, 425, 1294, 486]
article-paragraph: Καθ᾽ ἃ πληροφορούμεθα ἐκ Σμύρνης ὁ Βαλῆς Σμύρνης ἐπὶ τῷ ζητήματι νὰ μάθῃ τὸν λόγον δι᾽ ὃν κατεσχέθη ἡ ἔκδοσις τῆς ἐφημερίδος «Πρόοδος» καὶ ἐσφραγίσθη τὸ τυπογραφεῖον αὐτῆς. [278, 1353, 520, 1445]
ad-address: 89-ΟΔΟΣ ΑΙΟΛΟΥ-89 [680, 1850, 866, 1872]
article-paragraph: Ἐκ τῶν τελευταίων εἰδήσεων ὅτι ἐπέστησαν τῆς γενικῆς στρατιωτικῆς διοικήσεως τοῦ Κομιτάτου. Οὕτως δὲ τοῦ Κομιτάτου ἐπανεπτρόπτως νέον καθεστὼς καὶ μέτρα εἰς τὴν ἀκρόπολιν. [1300, 990, 1570, 1066]
